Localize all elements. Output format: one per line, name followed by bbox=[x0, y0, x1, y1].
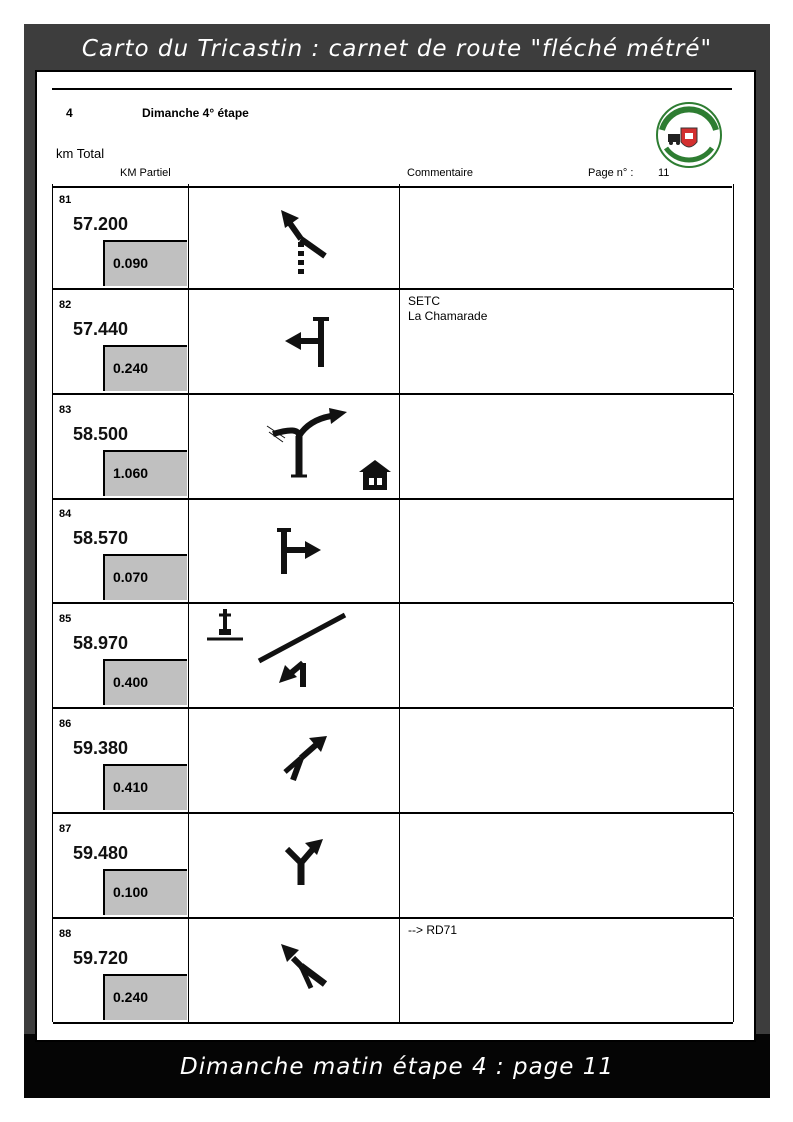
left-at-t-icon bbox=[189, 289, 399, 393]
distance-cell bbox=[53, 813, 189, 917]
comment-cell bbox=[400, 289, 734, 393]
km-total-value: 59.480 bbox=[73, 842, 129, 863]
step-number: 83 bbox=[59, 403, 72, 416]
table-row bbox=[53, 918, 733, 1024]
km-partial-value: 0.240 bbox=[103, 974, 187, 1020]
km-partial-value: 1.060 bbox=[103, 450, 187, 496]
tulip-cell bbox=[189, 184, 400, 288]
tulip-cell bbox=[189, 813, 400, 917]
distance-cell bbox=[53, 603, 189, 707]
tulip-cell bbox=[189, 289, 400, 393]
page-label: Page n° : bbox=[588, 167, 634, 179]
km-partial-value: 0.240 bbox=[103, 345, 187, 391]
left-after-crossing-with-cross-icon bbox=[189, 603, 399, 707]
comment-cell bbox=[400, 813, 734, 917]
step-number: 86 bbox=[59, 718, 72, 730]
table-row bbox=[53, 813, 733, 919]
km-partial-value: 0.410 bbox=[103, 764, 187, 810]
table-row bbox=[53, 708, 733, 814]
tulip-cell bbox=[189, 498, 400, 602]
roadbook-header bbox=[52, 88, 732, 188]
stage-number: 4 bbox=[66, 106, 73, 120]
km-partial-value: 0.400 bbox=[103, 659, 187, 705]
comment-text: --> RD71 bbox=[408, 922, 458, 937]
km-partiel-label: KM Partiel bbox=[120, 167, 171, 179]
tulip-cell bbox=[189, 603, 400, 707]
step-number: 85 bbox=[59, 613, 72, 626]
distance-cell bbox=[53, 184, 189, 288]
comment-cell bbox=[400, 603, 734, 707]
comment-cell bbox=[400, 918, 734, 1022]
rally-club-badge-icon bbox=[654, 100, 724, 170]
step-number: 82 bbox=[59, 298, 72, 311]
step-number: 81 bbox=[59, 194, 72, 206]
tulip-cell bbox=[189, 394, 400, 498]
page-number: 11 bbox=[658, 167, 670, 179]
tulip-cell bbox=[189, 918, 400, 1022]
comment-cell bbox=[400, 184, 734, 288]
step-number: 88 bbox=[59, 927, 72, 940]
right-at-t-icon bbox=[189, 498, 399, 602]
table-row bbox=[53, 289, 733, 395]
table-row bbox=[53, 603, 733, 709]
comment-cell bbox=[400, 708, 734, 812]
distance-cell bbox=[53, 498, 189, 602]
slight-left-from-dashed-icon bbox=[189, 184, 399, 288]
frame-footer-band bbox=[24, 1034, 770, 1098]
distance-cell bbox=[53, 394, 189, 498]
km-total-value: 59.380 bbox=[73, 738, 129, 758]
km-total-value: 58.500 bbox=[73, 423, 129, 444]
frame-title-top: Carto du Tricastin : carnet de route "fléché métré" bbox=[81, 36, 713, 62]
km-total-value: 59.720 bbox=[73, 947, 129, 968]
step-number: 84 bbox=[59, 508, 72, 521]
table-row bbox=[53, 498, 733, 604]
commentaire-label: Commentaire bbox=[407, 167, 474, 179]
y-fork-right-icon bbox=[189, 813, 399, 917]
km-total-value: 57.440 bbox=[73, 318, 129, 339]
comment-text: SETC La Chamarade bbox=[408, 293, 488, 323]
km-partial-value: 0.070 bbox=[103, 554, 187, 600]
table-row bbox=[53, 394, 733, 500]
distance-cell bbox=[53, 918, 189, 1022]
comment-cell bbox=[400, 394, 734, 498]
km-partial-value: 0.100 bbox=[103, 869, 187, 915]
km-total-label: km Total bbox=[56, 146, 105, 161]
step-number: 87 bbox=[59, 822, 72, 835]
stage-label: Dimanche 4° étape bbox=[142, 106, 249, 120]
distance-cell bbox=[53, 708, 189, 812]
km-total-value: 58.970 bbox=[73, 633, 129, 654]
frame-title-bottom: Dimanche matin étape 4 : page 11 bbox=[179, 1054, 614, 1080]
table-row bbox=[53, 184, 733, 290]
comment-cell bbox=[400, 498, 734, 602]
roadbook-table bbox=[52, 184, 733, 1022]
km-total-value: 58.570 bbox=[73, 528, 129, 549]
curve-right-with-house-icon bbox=[189, 394, 399, 498]
fork-right-icon bbox=[189, 708, 399, 812]
distance-cell bbox=[53, 289, 189, 393]
km-total-value: 57.200 bbox=[73, 214, 129, 234]
km-partial-value: 0.090 bbox=[103, 240, 187, 286]
tulip-cell bbox=[189, 708, 400, 812]
slight-left-icon bbox=[189, 918, 399, 1022]
